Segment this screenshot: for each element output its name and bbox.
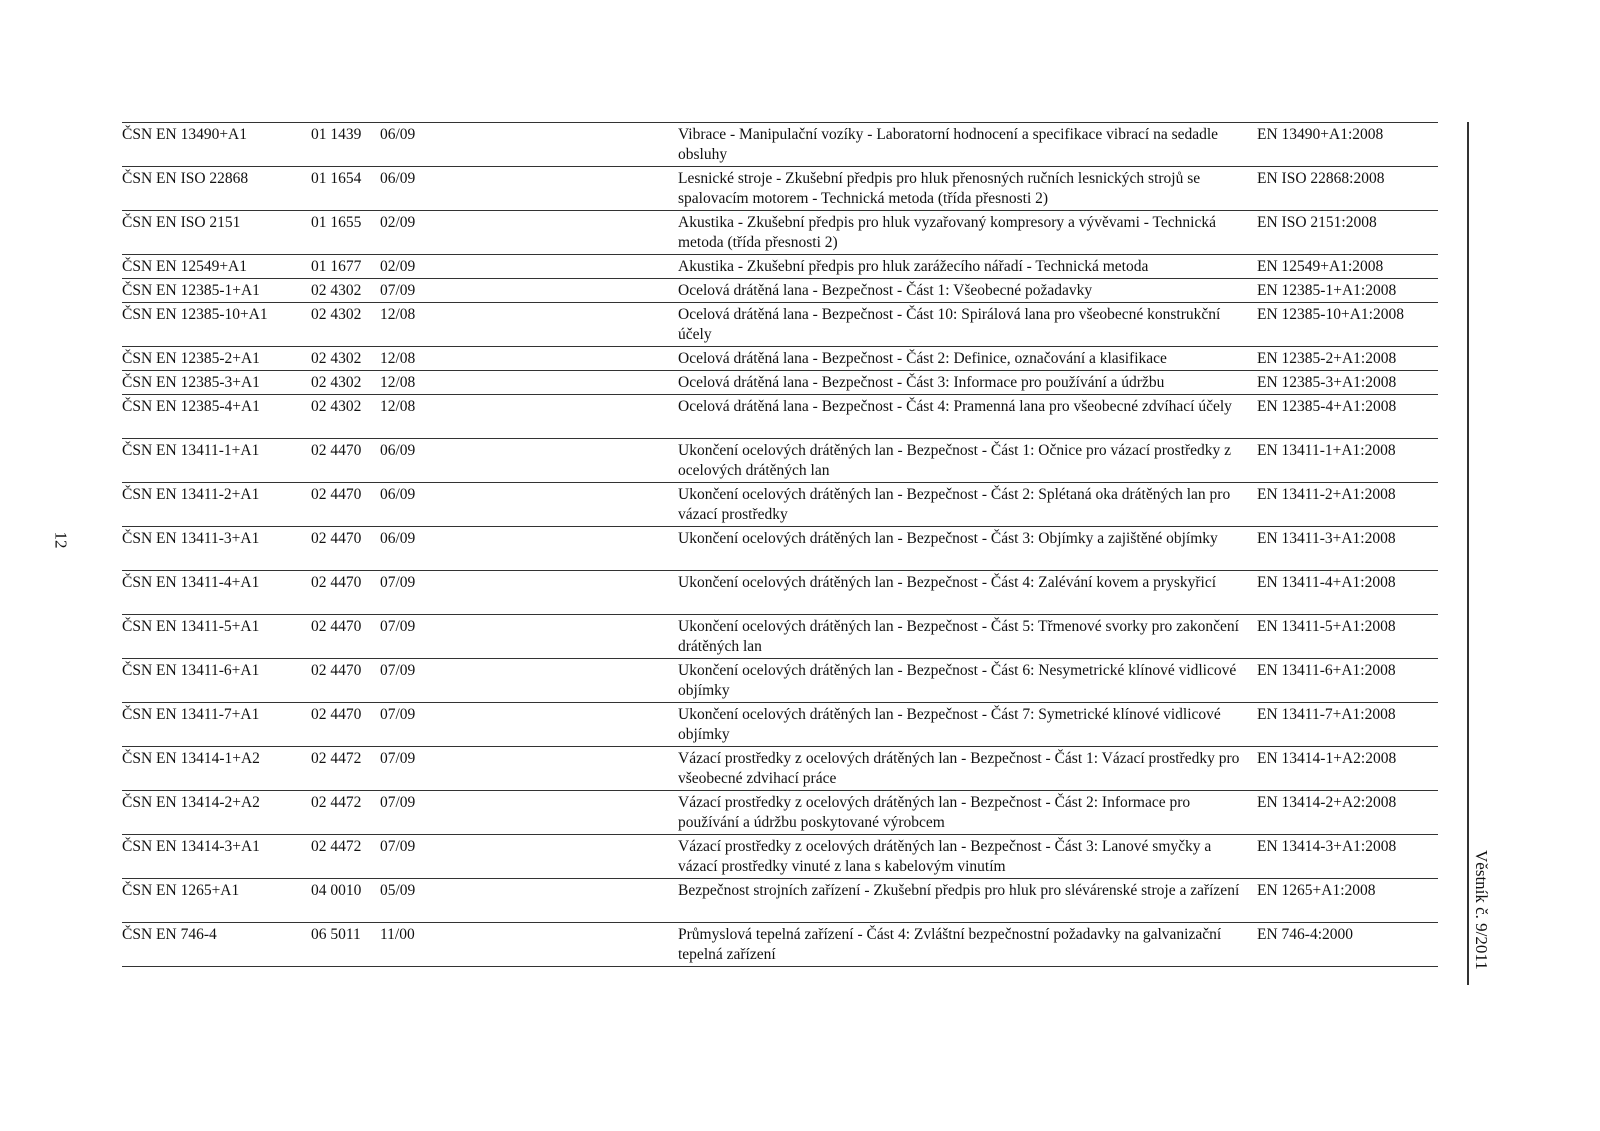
cell-date: 02/09 [380, 258, 416, 275]
cell-num: 02 4470 [311, 706, 362, 723]
table-row [122, 279, 1438, 303]
cell-en: EN 12385-4+A1:2008 [1257, 398, 1397, 415]
table-row [122, 571, 1438, 615]
cell-date: 07/09 [380, 618, 416, 635]
cell-code: ČSN EN 12385-4+A1 [122, 398, 260, 415]
cell-num: 02 4302 [311, 398, 362, 415]
cell-code: ČSN EN 13411-7+A1 [122, 706, 260, 723]
cell-en: EN 13411-5+A1:2008 [1257, 618, 1396, 635]
cell-num: 02 4472 [311, 794, 362, 811]
cell-date: 05/09 [380, 882, 416, 899]
cell-num: 01 1677 [311, 258, 362, 275]
cell-code: ČSN EN 1265+A1 [122, 882, 240, 899]
cell-en: EN 13411-3+A1:2008 [1257, 530, 1396, 547]
cell-num: 02 4472 [311, 750, 362, 767]
cell-date: 12/08 [380, 350, 416, 367]
cell-desc: Ukončení ocelových drátěných lan - Bezpečnost - Část 1: Očnice pro vázací prostředky z ocelových drátěných lan [678, 442, 1232, 479]
table-row [122, 303, 1438, 347]
table-row [122, 255, 1438, 279]
cell-desc: Ocelová drátěná lana - Bezpečnost - Část 3: Informace pro používání a údržbu [678, 374, 1165, 391]
cell-date: 12/08 [380, 374, 416, 391]
cell-desc: Vázací prostředky z ocelových drátěných lan - Bezpečnost - Část 1: Vázací prostředky pro všeobecné zdvihací práce [678, 750, 1240, 787]
cell-code: ČSN EN 13414-3+A1 [122, 838, 260, 855]
cell-date: 07/09 [380, 794, 416, 811]
cell-num: 02 4470 [311, 486, 362, 503]
cell-desc: Ukončení ocelových drátěných lan - Bezpečnost - Část 2: Splétaná oka drátěných lan pro vázací prostředky [678, 486, 1231, 523]
standards-table [122, 122, 1438, 967]
cell-code: ČSN EN ISO 2151 [122, 214, 241, 231]
cell-en: EN 1265+A1:2008 [1257, 882, 1376, 899]
table-row [122, 123, 1438, 167]
cell-code: ČSN EN 13414-1+A2 [122, 750, 260, 767]
cell-desc: Vázací prostředky z ocelových drátěných lan - Bezpečnost - Část 3: Lanové smyčky a vázací prostředky vinuté z lana s kabelovým vinutím [678, 838, 1212, 875]
cell-en: EN ISO 2151:2008 [1257, 214, 1377, 231]
cell-en: EN 13411-4+A1:2008 [1257, 574, 1396, 591]
cell-en: EN 12385-2+A1:2008 [1257, 350, 1397, 367]
table-row [122, 615, 1438, 659]
journal-issue: Věstník č. 9/2011 [1472, 850, 1491, 970]
cell-desc: Ukončení ocelových drátěných lan - Bezpečnost - Část 6: Nesymetrické klínové vidlicové objímky [678, 662, 1237, 699]
cell-en: EN 13411-6+A1:2008 [1257, 662, 1396, 679]
cell-num: 01 1654 [311, 170, 362, 187]
cell-desc: Vibrace - Manipulační vozíky - Laboratorní hodnocení a specifikace vibrací na sedadle obsluhy [678, 126, 1219, 163]
cell-num: 02 4302 [311, 306, 362, 323]
cell-en: EN 13411-7+A1:2008 [1257, 706, 1396, 723]
table-row [122, 879, 1438, 923]
cell-desc: Vázací prostředky z ocelových drátěných lan - Bezpečnost - Část 2: Informace pro používání a údržbu poskytované výrobcem [678, 794, 1191, 831]
cell-en: EN 12385-10+A1:2008 [1257, 306, 1404, 323]
cell-date: 07/09 [380, 838, 416, 855]
cell-code: ČSN EN 12549+A1 [122, 258, 247, 275]
cell-num: 02 4302 [311, 350, 362, 367]
cell-en: EN 12385-3+A1:2008 [1257, 374, 1397, 391]
cell-code: ČSN EN ISO 22868 [122, 170, 249, 187]
cell-code: ČSN EN 13411-3+A1 [122, 530, 260, 547]
cell-date: 02/09 [380, 214, 416, 231]
cell-en: EN 13414-3+A1:2008 [1257, 838, 1397, 855]
cell-en: EN 13414-1+A2:2008 [1257, 750, 1397, 767]
cell-code: ČSN EN 13411-2+A1 [122, 486, 260, 503]
cell-date: 07/09 [380, 282, 416, 299]
cell-desc: Ocelová drátěná lana - Bezpečnost - Část 1: Všeobecné požadavky [678, 282, 1093, 299]
table-row [122, 791, 1438, 835]
table-row [122, 439, 1438, 483]
table-row [122, 703, 1438, 747]
cell-code: ČSN EN 12385-10+A1 [122, 306, 268, 323]
table-row [122, 371, 1438, 395]
table-row [122, 747, 1438, 791]
cell-code: ČSN EN 12385-3+A1 [122, 374, 260, 391]
cell-en: EN 746-4:2000 [1257, 926, 1354, 943]
cell-desc: Akustika - Zkušební předpis pro hluk zarážecího nářadí - Technická metoda [678, 258, 1149, 275]
table-row [122, 923, 1438, 967]
cell-desc: Ukončení ocelových drátěných lan - Bezpečnost - Část 7: Symetrické klínové vidlicové objímky [678, 706, 1221, 743]
cell-date: 06/09 [380, 126, 416, 143]
cell-desc: Ocelová drátěná lana - Bezpečnost - Část 2: Definice, označování a klasifikace [678, 350, 1167, 367]
cell-en: EN 13411-1+A1:2008 [1257, 442, 1396, 459]
cell-code: ČSN EN 13411-5+A1 [122, 618, 260, 635]
cell-en: EN 13411-2+A1:2008 [1257, 486, 1396, 503]
cell-code: ČSN EN 12385-2+A1 [122, 350, 260, 367]
cell-code: ČSN EN 13411-6+A1 [122, 662, 260, 679]
table-row [122, 347, 1438, 371]
cell-date: 11/00 [380, 926, 415, 943]
table-row [122, 211, 1438, 255]
table-row [122, 527, 1438, 571]
cell-en: EN ISO 22868:2008 [1257, 170, 1385, 187]
cell-code: ČSN EN 13411-4+A1 [122, 574, 260, 591]
cell-date: 12/08 [380, 398, 416, 415]
cell-desc: Ukončení ocelových drátěných lan - Bezpečnost - Část 3: Objímky a zajištěné objímky [678, 530, 1218, 547]
cell-code: ČSN EN 746-4 [122, 926, 217, 943]
cell-en: EN 13414-2+A2:2008 [1257, 794, 1397, 811]
side-divider [1467, 122, 1469, 985]
cell-num: 02 4302 [311, 282, 362, 299]
cell-desc: Ocelová drátěná lana - Bezpečnost - Část 10: Spirálová lana pro všeobecné konstrukční účely [678, 306, 1221, 343]
cell-num: 02 4470 [311, 442, 362, 459]
cell-desc: Ukončení ocelových drátěných lan - Bezpečnost - Část 5: Třmenové svorky pro zakončení drátěných lan [678, 618, 1239, 655]
cell-en: EN 12549+A1:2008 [1257, 258, 1384, 275]
cell-num: 06 5011 [311, 926, 361, 943]
cell-num: 01 1439 [311, 126, 362, 143]
cell-desc: Ukončení ocelových drátěných lan - Bezpečnost - Část 4: Zalévání kovem a pryskyřicí [678, 574, 1217, 591]
cell-num: 01 1655 [311, 214, 362, 231]
table-row [122, 167, 1438, 211]
table-row [122, 835, 1438, 879]
cell-num: 02 4470 [311, 574, 362, 591]
cell-date: 12/08 [380, 306, 416, 323]
cell-code: ČSN EN 13414-2+A2 [122, 794, 260, 811]
cell-desc: Lesnické stroje - Zkušební předpis pro hluk přenosných ručních lesnických strojů se spalovacím motorem - Technická metoda (třída přesnosti 2) [678, 170, 1201, 207]
cell-date: 06/09 [380, 530, 416, 547]
cell-code: ČSN EN 13490+A1 [122, 126, 247, 143]
table-row [122, 659, 1438, 703]
cell-code: ČSN EN 13411-1+A1 [122, 442, 260, 459]
cell-date: 07/09 [380, 706, 416, 723]
cell-desc: Průmyslová tepelná zařízení - Část 4: Zvláštní bezpečnostní požadavky na galvanizační tepelná zařízení [678, 926, 1222, 963]
cell-desc: Akustika - Zkušební předpis pro hluk vyzařovaný kompresory a vývěvami - Technická metoda (třída přesnosti 2) [678, 214, 1216, 251]
cell-date: 07/09 [380, 662, 416, 679]
cell-code: ČSN EN 12385-1+A1 [122, 282, 260, 299]
cell-num: 02 4302 [311, 374, 362, 391]
cell-num: 04 0010 [311, 882, 362, 899]
cell-date: 06/09 [380, 486, 416, 503]
page-number: 12 [51, 531, 71, 549]
cell-date: 07/09 [380, 750, 416, 767]
cell-date: 06/09 [380, 442, 416, 459]
cell-num: 02 4470 [311, 662, 362, 679]
table-row [122, 395, 1438, 439]
cell-en: EN 13490+A1:2008 [1257, 126, 1384, 143]
cell-date: 07/09 [380, 574, 416, 591]
cell-desc: Ocelová drátěná lana - Bezpečnost - Část 4: Pramenná lana pro všeobecné zdvíhací účely [678, 398, 1232, 415]
cell-en: EN 12385-1+A1:2008 [1257, 282, 1397, 299]
cell-num: 02 4470 [311, 530, 362, 547]
cell-date: 06/09 [380, 170, 416, 187]
table-row [122, 483, 1438, 527]
cell-desc: Bezpečnost strojních zařízení - Zkušební předpis pro hluk pro slévárenské stroje a zařízení [678, 882, 1240, 899]
cell-num: 02 4472 [311, 838, 362, 855]
cell-num: 02 4470 [311, 618, 362, 635]
